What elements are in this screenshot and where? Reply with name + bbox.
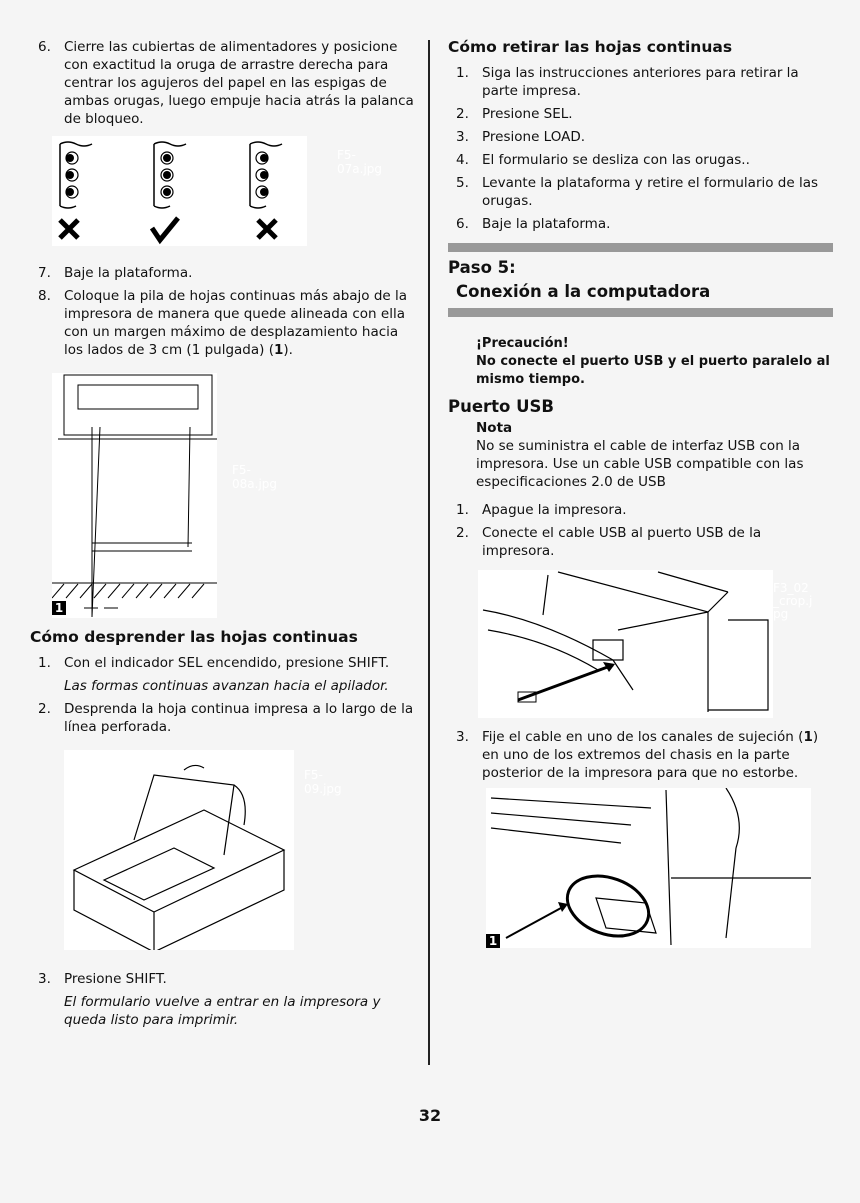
callout-ref: 1 [273,342,284,358]
list-item [448,151,833,169]
left-column [30,38,415,1034]
tear-off-figure [64,750,342,950]
item-number: 2. [456,106,469,122]
item-number: 3. [456,729,469,745]
list-item [30,287,415,359]
list-item [448,215,833,233]
caution-title: ¡Precaución! [476,336,569,351]
item-text [64,287,415,359]
note-title: Nota [476,420,513,436]
step-note: Las formas continuas avanzan hacia el apilador. [64,678,389,694]
tractor-alignment-figure [52,136,383,246]
figure-filename: F5-08a.jpg [232,463,278,491]
figure-filename: F5-07a.jpg [337,148,383,176]
figure-filename: F3_02_crop.jpg [773,581,813,621]
list-item [30,654,415,672]
item-text [482,728,833,782]
section-rule [448,308,833,317]
item-text: Baje la plataforma. [482,216,611,232]
section-heading: Cómo desprender las hojas continuas [30,628,358,646]
list-item [30,700,415,736]
paper-stack-figure [52,373,278,618]
item-text: Conecte el cable USB al puerto USB de la impresora. [482,525,762,559]
caution-box [448,335,833,389]
item-number: 1. [456,65,469,81]
list-item [30,264,415,282]
cable-clip-figure [486,788,811,948]
step-heading: Paso 5: [448,258,516,277]
item-number: 6. [38,39,51,55]
step-title: Conexión a la computadora [456,282,711,301]
item-text: Presione LOAD. [482,129,586,145]
item-number: 2. [38,701,51,717]
item-number: 3. [38,971,51,987]
item-text-part: ) en uno de los extremos del chasis en la parte posterior de la impresora para que no estorbe. [482,729,819,781]
item-text: Siga las instrucciones anteriores para retirar la parte impresa. [482,65,799,99]
item-text: Baje la plataforma. [64,265,193,281]
section-rule [448,243,833,252]
item-number: 8. [38,288,51,304]
item-number: 5. [456,175,469,191]
usb-port-illustration [478,570,773,718]
printer-tear-illustration [64,750,294,950]
item-number: 1. [456,502,469,518]
figure-filename: F5-09.jpg [304,768,342,796]
printer-side-illustration [52,373,217,618]
list-item [448,174,833,210]
list-item [448,64,833,100]
item-text: Presione SEL. [482,106,573,122]
list-item [448,501,833,519]
column-divider [428,40,430,1065]
tractor-pins-illustration [52,136,307,246]
list-item [448,728,833,782]
item-text: Cierre las cubiertas de alimentadores y posicione con exactitud la oruga de arrastre derecha para centrar los agujeros del papel en las espigas de ambas orugas, luego empuje hacia atrás la palanca de bloqueo. [64,39,414,127]
item-text-part: ). [283,342,293,358]
item-text: Presione SHIFT. [64,971,167,987]
list-item [448,105,833,123]
item-text: Apague la impresora. [482,502,627,518]
subsection-heading: Puerto USB [448,397,554,416]
item-number: 1. [38,655,51,671]
item-number: 4. [456,152,469,168]
item-text: Con el indicador SEL encendido, presione SHIFT. [64,655,390,671]
item-text-part: Coloque la pila de hojas continuas más abajo de la impresora de manera que quede alineada con ella con un margen máximo de desplazamiento hacia los lados de 3 cm (1 pulgada) ( [64,288,408,358]
step-note: El formulario vuelve a entrar en la impresora y queda listo para imprimir. [64,994,381,1028]
list-item [30,38,415,128]
usb-connection-figure [478,570,813,718]
caution-text: No conecte el puerto USB y el puerto paralelo al mismo tiempo. [476,354,830,387]
list-item [448,524,833,560]
item-number: 6. [456,216,469,232]
item-text: Levante la plataforma y retire el formulario de las orugas. [482,175,819,209]
list-item [30,970,415,988]
callout-badge: 1 [52,601,66,615]
right-column [448,38,833,948]
note-box [448,419,833,491]
item-text: Desprenda la hoja continua impresa a lo largo de la línea perforada. [64,701,414,735]
cable-channel-illustration [486,788,811,948]
item-number: 7. [38,265,51,281]
note-text: No se suministra el cable de interfaz USB con la impresora. Use un cable USB compatible con las especificaciones 2.0 de USB [476,438,804,490]
item-number: 3. [456,129,469,145]
item-number: 2. [456,525,469,541]
callout-badge: 1 [486,934,500,948]
section-heading: Cómo retirar las hojas continuas [448,38,733,56]
page-number: 32 [418,1106,442,1125]
list-item [448,128,833,146]
item-text: El formulario se desliza con las orugas.. [482,152,750,168]
item-text-part: Fije el cable en uno de los canales de sujeción ( [482,729,804,745]
callout-ref: 1 [803,729,813,745]
